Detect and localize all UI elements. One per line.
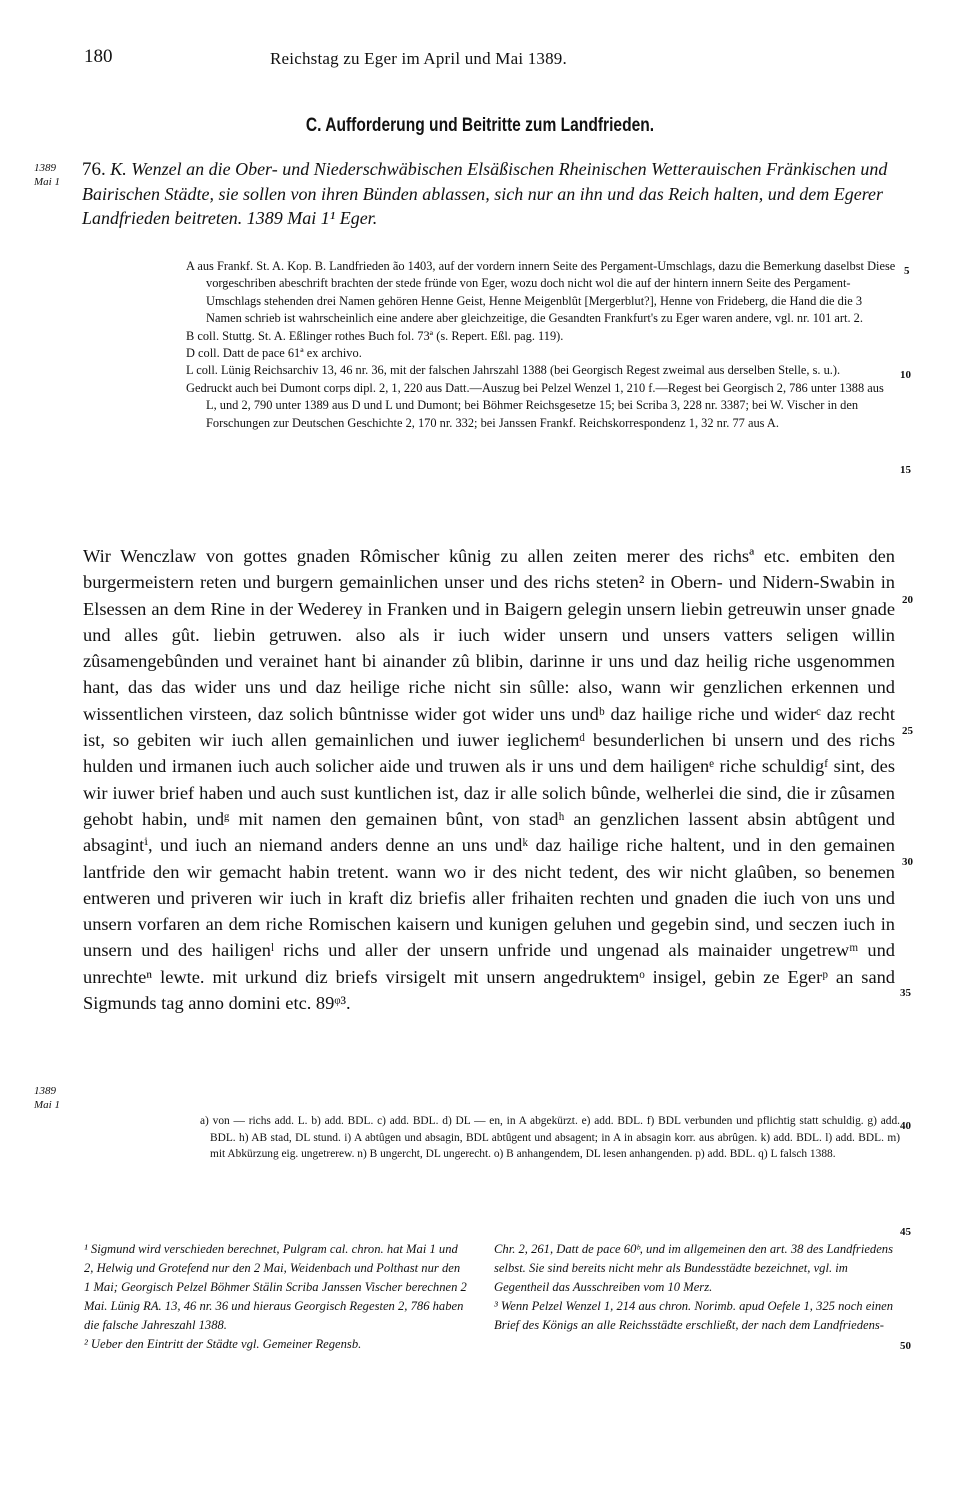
variant-notes-text: a) von — richs add. L. b) add. BDL. c) add. BDL. d) DL — en, in A abgekürzt. e) add. BDL. f) BDL verbunden und pflichtig statt schuldig. g) add. BDL. h) AB stad, DL stund. i) A abtûgen und absagin, BDL abtûgent und absagent; in A in absagin korr. aus abrûgen. k) add. BDL. l) add. BDL. m) mit Abkürzung eig. ungetrerew. n) B ungercht, DL ungerecht. o) B anhangendem, DL lesen anhangenden. p) add. BDL. q) L falsch 1388.	[200, 1115, 900, 1160]
line-number: 5	[904, 265, 910, 277]
margin-year: 1389	[34, 1085, 56, 1097]
margin-date-regest	[34, 161, 60, 189]
section-title: C. Aufforderung und Beitritte zum Landfrieden.	[305, 115, 655, 136]
regest-number: 76.	[82, 159, 106, 180]
footnote: ¹ Sigmund wird verschieden berechnet, Pulgram cal. chron. hat Mai 1 und 2, Helwig und Grotefend nur den 2 Mai, Weidenbach und Polthast nur den 1 Mai; Georgisch Pelzel Böhmer Stälin Scriba Janssen Vischer berechnen 2 Mai. Lünig RA. 13, 46 nr. 36 und hieraus Georgisch Regesten 2, 786 haben die falsche Jahreszahl 1388.	[84, 1242, 467, 1332]
margin-date-text	[34, 1084, 60, 1112]
line-number: 35	[900, 987, 911, 999]
margin-year: 1389	[34, 162, 56, 174]
charter-text: Wir Wenczlaw von gottes gnaden Rômischer kûnig zu allen zeiten merer des richsª etc. embiten den burgermeistern reten und burgern gemainlichen unser und des richs steten² in Obern- und Nidern-Swabin in Elsessen an dem Rine in der Wederey in Franken und in Baigern gelegin unsern liebin getreuwin unser gnade und alles gût. liebin getruwen. also als ir iuch wider unsern und unsers vatters seligen willin zûsamengebûnden und verainet hant bi ainander zû blibin, darinne ir uns und daz heilig riche usgenommen hant, das das wider uns und daz heilige riche nicht sin sûlle: also, wann wir genzlichen erkennen und wissentlichen virsteen, daz solich bûntnisse wider got wider uns undᵇ daz hailige riche und widerᶜ daz recht ist, so gebiten wir iuch allen gemainlichen und iuwer ieglichemᵈ besunderlichen bi unsern und des richs hulden und irmanen iuch auch solicher aide und truwen als ir uns und dem hailigenᵉ riche schuldigᶠ sint, des wir iuwer brief haben und auch sust kuntlichen ist, daz ir alle solich bûnde, welherlei die sind, die ir zûsamen gehobt habin, undᵍ mit namen den gemainen bûnt, von stadʰ an genzlichen lassent absin abtûgent und absagintⁱ, und iuch an niemand anders denne an uns undᵏ daz hailige riche haltent, und in den gemainen lantfride den wir gemacht habin tretent. wann wo ir des nicht tedent, des wir nicht glaûben, so benemen entweren und priveren wir iuch in kraft diz briefis aller frihaiten rechten und gnaden die iuch von uns und unsern vorfaren an dem riche Romischen kaisern und kunigen geluhen und gegebin sind, und seczen iuch in unsern und des hailigenˡ richs und aller der unsern unfride und ungenad als mainaider ungetrewᵐ und unrechteⁿ lewte. mit urkund diz briefs virsigelt mit unsern angedruktemᵒ insigel, gebin ze Egerᵖ an sand Sigmunds tag anno domini etc. 89ᵠ³.	[83, 546, 895, 1014]
footnote: Chr. 2, 261, Datt de pace 60ᵇ, und im allgemeinen den art. 38 des Landfriedens selbst. Sie sind bereits nicht mehr als Bundesstädte bezeichnet, vgl. im Gegentheil das Ausschreiben vom 10 Merz.	[494, 1242, 894, 1294]
page-number: 180	[84, 46, 113, 67]
line-number: 15	[900, 464, 911, 476]
line-number: 45	[900, 1226, 911, 1238]
footnotes-right-column	[494, 1240, 894, 1335]
variant-notes	[200, 1113, 900, 1163]
footnotes-left-column	[84, 1240, 469, 1353]
source-entry: D coll. Datt de pace 61ª ex archivo.	[186, 346, 362, 361]
regest-text: K. Wenzel an die Ober- und Niederschwäbischen Elsäßischen Rheinischen Wetterauischen Fränkischen und Bairischen Städte, sie sollen von ihren Bünden ablassen, sich nur an ihn und das Reich halten, und dem Egerer Landfrieden beitreten. 1389 Mai 1¹ Eger.	[82, 159, 888, 228]
running-title: Reichstag zu Eger im April und Mai 1389.	[270, 49, 567, 68]
line-number: 40	[900, 1120, 911, 1132]
source-entry: L coll. Lünig Reichsarchiv 13, 46 nr. 36, mit der falschen Jahrszahl 1388 (bei Georgisch Regest zweimal aus derselben Stelle, s. u.).	[186, 363, 841, 378]
source-entry: A aus Frankf. St. A. Kop. B. Landfrieden ão 1403, auf der vordern innern Seite des Pergament-Umschlags, dazu die Bemerkung daselbst Diese vorgeschriben abeschrift brachten der stede fründe von Eger, wozu doch nicht wol die auf der hintern innern Seite des Pergament-Umschlags stehenden drei Namen gehören Henne Geist, Henne Meigenblût [Mergerblut?], Henne von Frideberg, die Hand die die 3 Namen schrieb ist wahrscheinlich eine andere aber gleichzeitige, die Gesandten Frankfurt's zu Eger waren andere, vgl. nr. 101 art. 2.	[186, 259, 896, 326]
line-number: 20	[902, 594, 913, 606]
line-number: 30	[902, 856, 913, 868]
footnote: ³ Wenn Pelzel Wenzel 1, 214 aus chron. Norimb. apud Oefele 1, 325 noch einen Brief des Königs an alle Reichsstädte erschließt, der nach dem Landfriedens-	[494, 1298, 894, 1332]
regest	[82, 157, 902, 230]
source-entry: Gedruckt auch bei Dumont corps dipl. 2, 1, 220 aus Datt.—Auszug bei Pelzel Wenzel 1, 210 f.—Regest bei Georgisch 2, 786 unter 1388 aus L, und 2, 790 unter 1389 aus D und L und Dumont; bei Böhmer Reichsgesetze 15; bei Scriba 3, 228 nr. 3387; bei W. Vischer in den Forschungen zur Deutschen Geschichte 2, 170 nr. 332; bei Janssen Frankf. Reichskorrespondenz 1, 32 nr. 77 aus A.	[186, 380, 884, 430]
margin-day: Mai 1	[34, 176, 60, 188]
line-number: 10	[900, 369, 911, 381]
document-body	[83, 543, 895, 1016]
footnote: ² Ueber den Eintritt der Städte vgl. Gemeiner Regensb.	[84, 1336, 362, 1351]
line-number: 50	[900, 1340, 911, 1352]
source-apparatus	[186, 258, 896, 432]
source-entry: B coll. Stuttg. St. A. Eßlinger rothes Buch fol. 73ª (s. Repert. Eßl. pag. 119).	[186, 328, 564, 343]
line-number: 25	[902, 725, 913, 737]
margin-day: Mai 1	[34, 1099, 60, 1111]
